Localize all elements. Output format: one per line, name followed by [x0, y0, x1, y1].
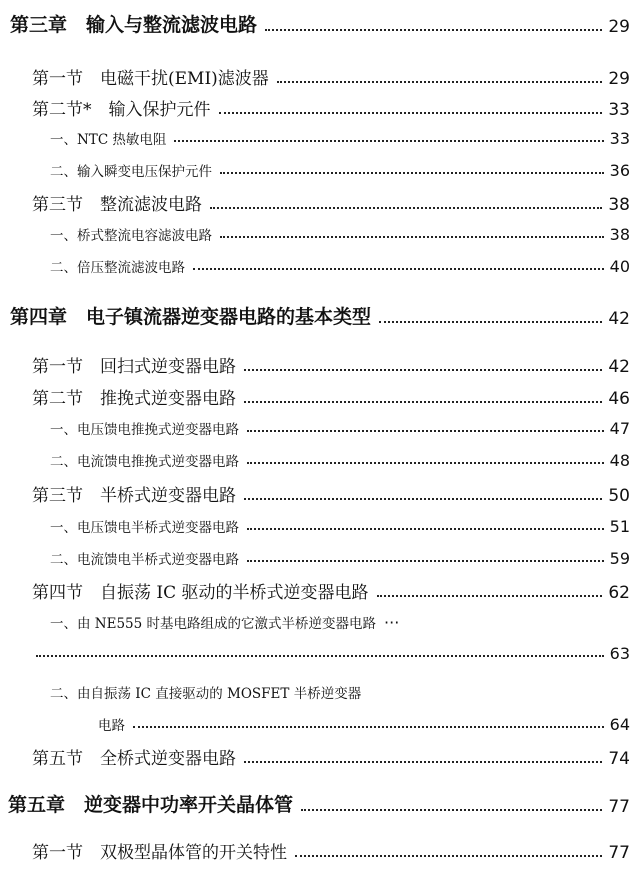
dot-leader — [220, 236, 604, 238]
dot-leader — [244, 498, 602, 500]
entry-title: 第五章 逆变器中功率开关晶体管 — [8, 794, 294, 816]
toc-entry-section — [32, 838, 630, 863]
entry-title: 第一节 双极型晶体管的开关特性 — [32, 843, 287, 863]
entry-page: 33 — [609, 129, 630, 148]
entry-page: 46 — [608, 389, 630, 409]
dot-leader — [244, 761, 602, 763]
dot-leader — [219, 112, 603, 114]
dot-leader — [174, 140, 603, 142]
trailing-dots: ··· — [384, 613, 400, 632]
entry-page: 38 — [609, 225, 630, 244]
entry-page: 38 — [608, 195, 630, 215]
dot-leader — [247, 430, 604, 432]
toc-entry-subsection — [50, 516, 630, 536]
entry-page: 64 — [609, 715, 630, 734]
toc-entry-chapter — [10, 10, 630, 37]
entry-page: 74 — [608, 749, 630, 769]
toc-entry-subsection — [50, 256, 630, 276]
toc-entry-subsection — [50, 160, 630, 180]
entry-title: 第一节 电磁干扰(EMI)滤波器 — [32, 69, 269, 89]
entry-title: 第四章 电子镇流器逆变器电路的基本类型 — [10, 306, 372, 328]
dot-leader — [247, 528, 604, 530]
entry-title: 电路 — [98, 718, 125, 734]
dot-leader — [133, 726, 604, 728]
toc-entry-section — [32, 95, 630, 120]
entry-page: 51 — [609, 517, 630, 536]
entry-title: 一、桥式整流电容滤波电路 — [50, 228, 212, 244]
entry-page: 50 — [608, 486, 630, 506]
entry-page: 29 — [608, 69, 630, 89]
toc-entry-section — [32, 744, 630, 769]
toc-entry-subsection — [50, 548, 630, 568]
entry-page: 77 — [608, 843, 630, 863]
entry-page: 29 — [608, 17, 630, 37]
toc-entry-continuation — [98, 714, 630, 734]
dot-leader — [36, 655, 604, 657]
entry-title: 二、由自振荡 IC 直接驱动的 MOSFET 半桥逆变器 — [50, 686, 362, 702]
toc-entry-chapter — [8, 790, 630, 817]
entry-title: 第一节 回扫式逆变器电路 — [32, 357, 236, 377]
entry-title: 二、倍压整流滤波电路 — [50, 260, 185, 276]
dot-leader — [247, 560, 604, 562]
dot-leader — [277, 81, 603, 83]
dot-leader — [244, 401, 602, 403]
entry-page: 77 — [608, 797, 630, 817]
toc-entry-subsection — [50, 682, 630, 702]
entry-title: 第二节 推挽式逆变器电路 — [32, 389, 236, 409]
entry-title: 二、电流馈电推挽式逆变器电路 — [50, 454, 239, 470]
dot-leader — [379, 321, 602, 323]
entry-title: 二、电流馈电半桥式逆变器电路 — [50, 552, 239, 568]
dot-leader — [220, 172, 604, 174]
entry-page: 63 — [609, 644, 630, 663]
entry-page: 42 — [608, 357, 630, 377]
toc-entry-continuation — [36, 644, 630, 663]
toc-entry-subsection — [50, 128, 630, 148]
entry-page: 40 — [609, 257, 630, 276]
toc-entry-subsection — [50, 418, 630, 438]
toc-entry-section — [32, 481, 630, 506]
entry-title: 第三章 输入与整流滤波电路 — [10, 14, 258, 36]
dot-leader — [295, 855, 602, 857]
entry-title: 一、电压馈电半桥式逆变器电路 — [50, 520, 239, 536]
toc-entry-chapter — [10, 302, 630, 329]
entry-title: 第五节 全桥式逆变器电路 — [32, 749, 236, 769]
entry-title: 第三节 半桥式逆变器电路 — [32, 486, 236, 506]
entry-title: 二、输入瞬变电压保护元件 — [50, 164, 212, 180]
entry-page: 59 — [609, 549, 630, 568]
entry-page: 33 — [608, 100, 630, 120]
toc-entry-section — [32, 190, 630, 215]
dot-leader — [301, 809, 602, 811]
toc-entry-section — [32, 64, 630, 89]
toc-entry-section — [32, 384, 630, 409]
dot-leader — [247, 462, 604, 464]
entry-page: 48 — [609, 451, 630, 470]
entry-page: 42 — [608, 309, 630, 329]
dot-leader — [377, 595, 603, 597]
dot-leader — [265, 29, 602, 31]
toc-entry-section — [32, 578, 630, 603]
toc-entry-subsection — [50, 612, 630, 632]
toc-entry-subsection — [50, 450, 630, 470]
entry-title: 第三节 整流滤波电路 — [32, 195, 202, 215]
toc-entry-section — [32, 352, 630, 377]
dot-leader — [193, 268, 604, 270]
entry-page: 62 — [608, 583, 630, 603]
entry-page: 36 — [609, 161, 630, 180]
entry-page: 47 — [609, 419, 630, 438]
entry-title: 第四节 自振荡 IC 驱动的半桥式逆变器电路 — [32, 583, 369, 603]
dot-leader — [210, 207, 602, 209]
dot-leader — [244, 369, 602, 371]
entry-title: 一、电压馈电推挽式逆变器电路 — [50, 422, 239, 438]
entry-title: 第二节* 输入保护元件 — [32, 100, 211, 120]
entry-title: 一、NTC 热敏电阻 — [50, 132, 167, 148]
toc-entry-subsection — [50, 224, 630, 244]
entry-title: 一、由 NE555 时基电路组成的它激式半桥逆变器电路 — [50, 616, 377, 632]
